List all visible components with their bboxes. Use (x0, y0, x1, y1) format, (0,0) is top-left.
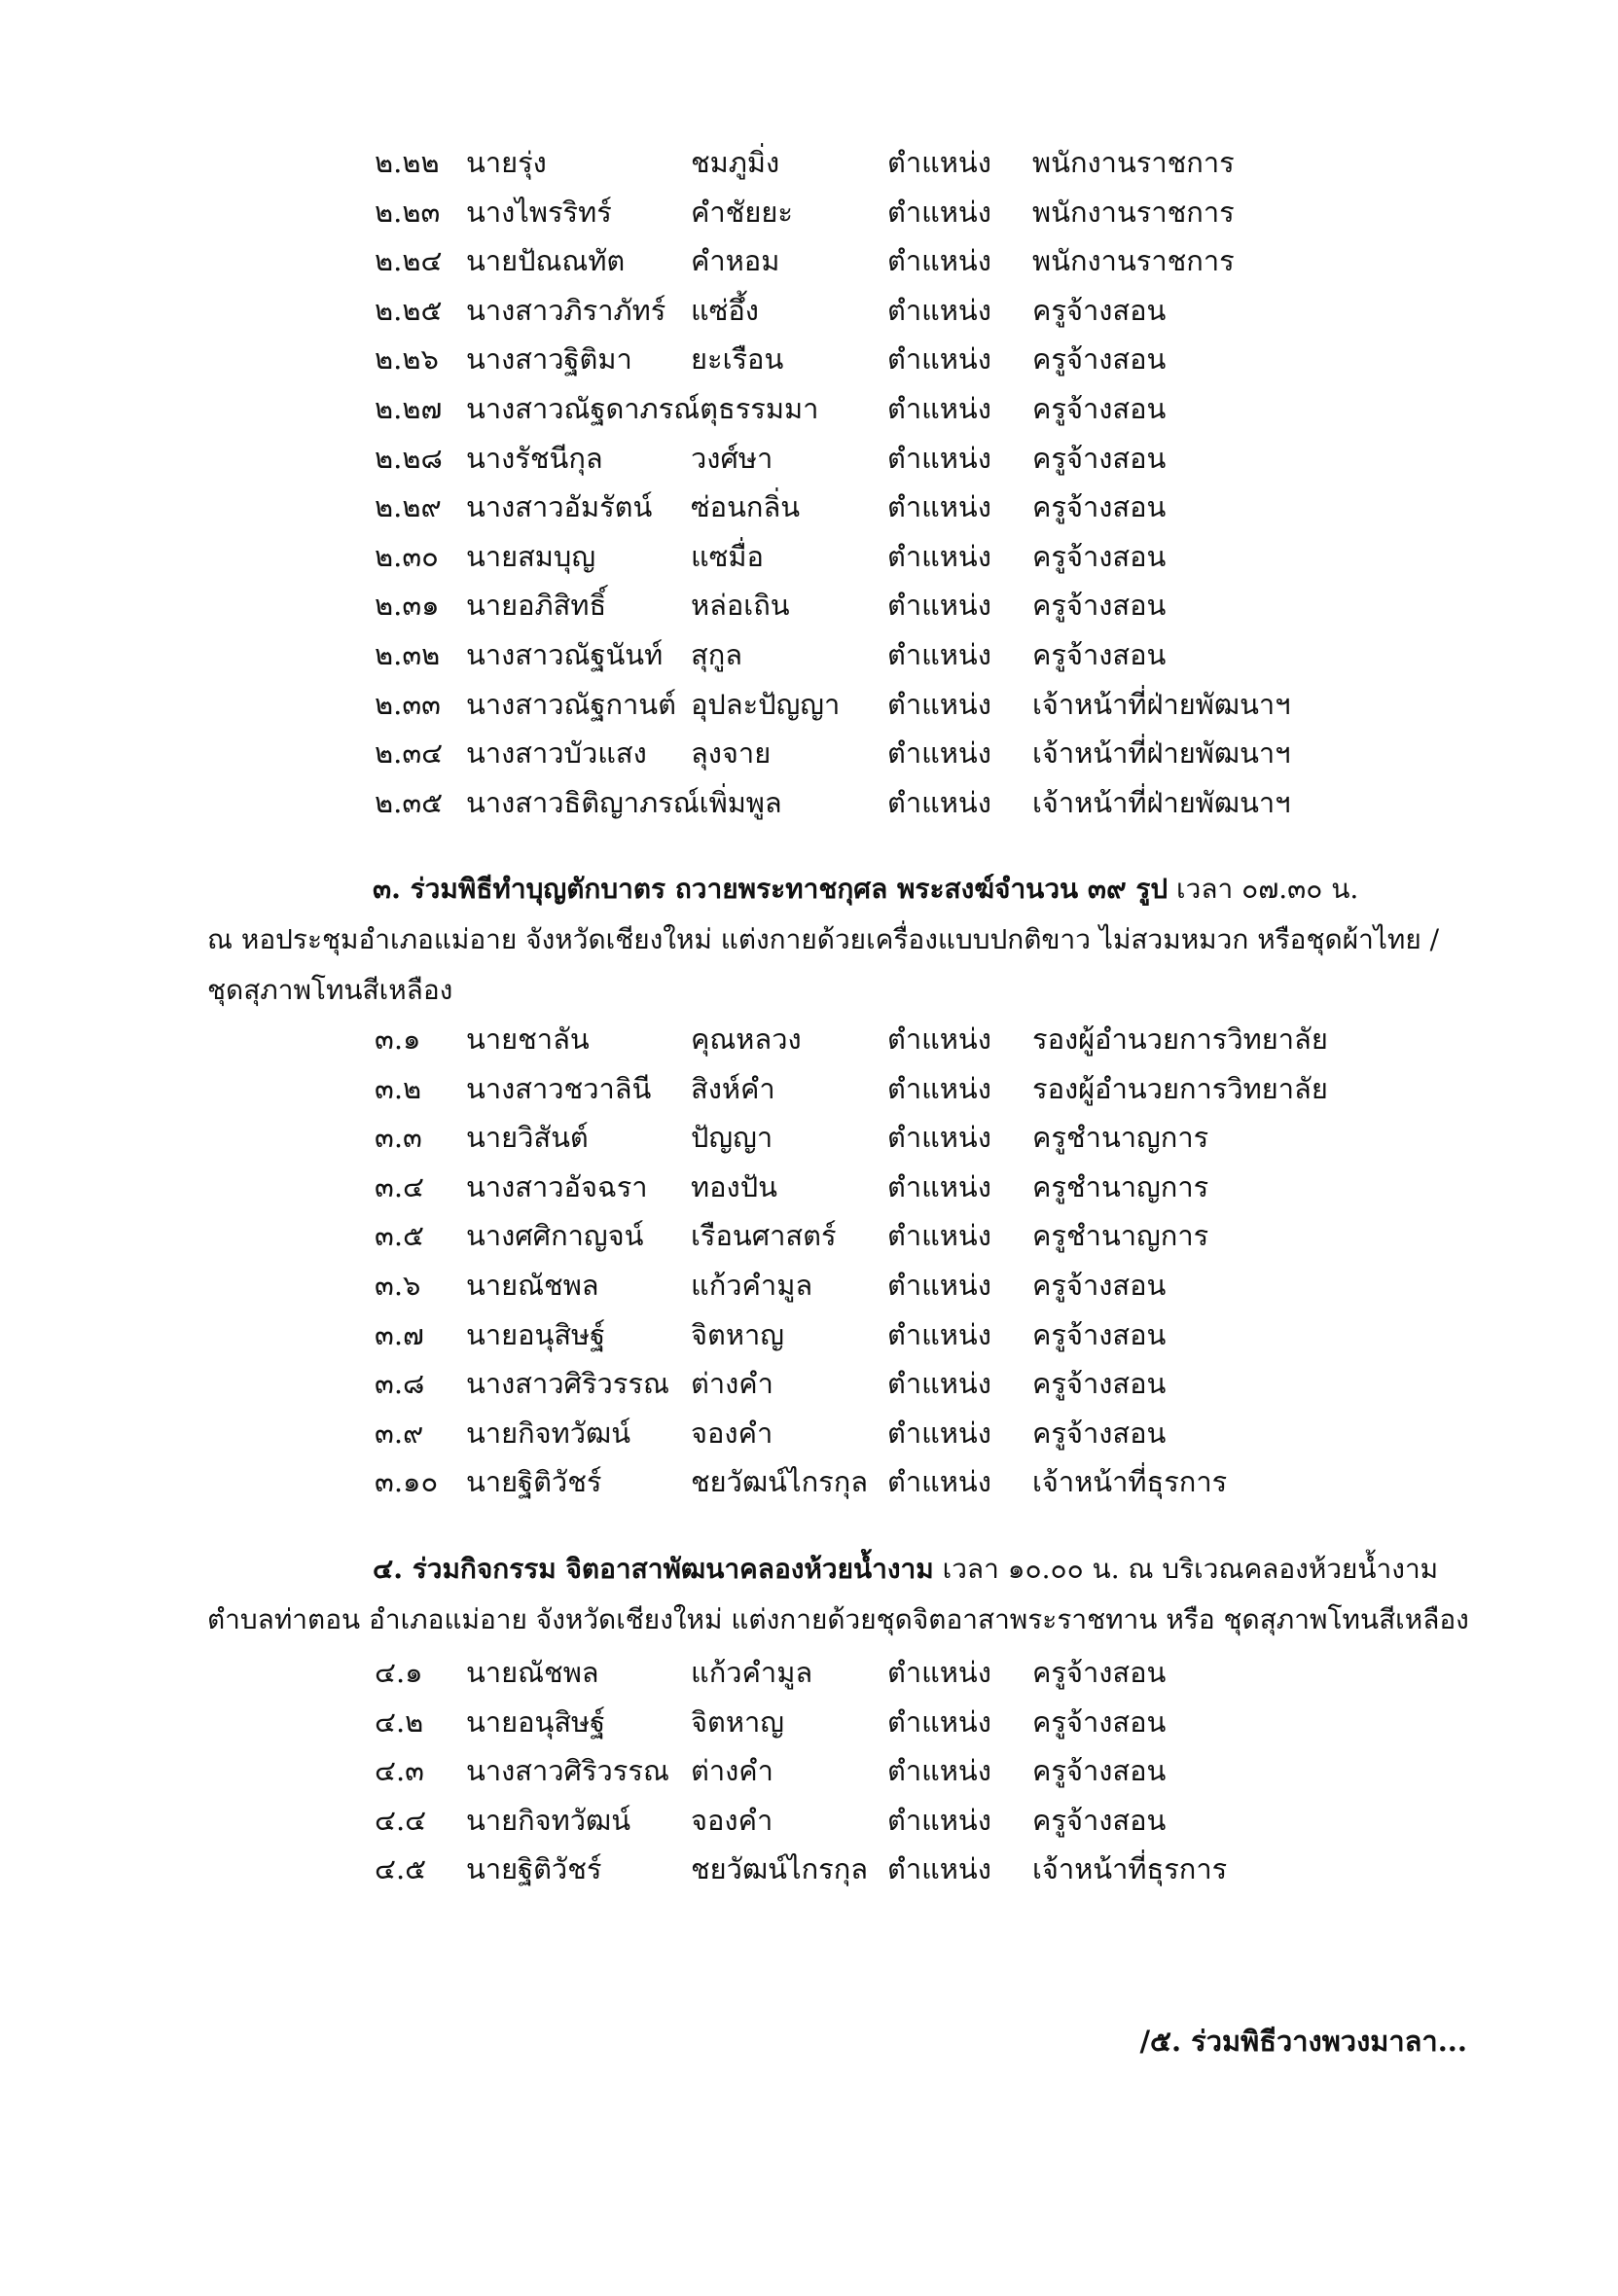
item-number: ๒.๒๖ (375, 342, 439, 377)
item-number: ๔.๕ (375, 1852, 427, 1886)
person-surname: จองคำ (691, 1416, 773, 1450)
person-name: นายณัชพล (466, 1268, 599, 1302)
position-title: เจ้าหน้าที่ฝ่ายพัฒนาฯ (1032, 736, 1291, 771)
item-number: ๔.๓ (375, 1754, 424, 1788)
position-title: ครูจ้างสอน (1032, 1754, 1167, 1788)
person-surname: ยะเรือน (691, 342, 784, 377)
personnel-row (375, 138, 1445, 188)
person-name: นางสาวภิราภัทร์ (466, 293, 666, 327)
person-surname: ชยวัฒน์ไกรกุล (691, 1852, 869, 1886)
person-surname: หล่อเถิน (691, 589, 790, 623)
position-title: เจ้าหน้าที่ธุรการ (1032, 1852, 1228, 1886)
person-name: นางสาวธิติญาภรณ์เพิ่มพูล (466, 785, 782, 819)
position-title: ครูชำนาญการ (1032, 1169, 1209, 1203)
position-title: ครูจ้างสอน (1032, 589, 1167, 623)
item-number: ๒.๓๒ (375, 637, 441, 671)
person-surname: ต่างคำ (691, 1367, 773, 1401)
position-title: เจ้าหน้าที่ฝ่ายพัฒนาฯ (1032, 687, 1291, 721)
person-name: นายรุ่ง (466, 146, 547, 179)
item-number: ๓.๑ (375, 1022, 421, 1056)
person-name: นายฐิติวัชร์ (466, 1465, 602, 1499)
position-label: ตำแหน่ง (887, 1803, 991, 1837)
person-surname: ต่างคำ (691, 1754, 773, 1788)
position-label: ตำแหน่ง (887, 539, 991, 573)
item-number: ๔.๔ (375, 1803, 427, 1837)
item-number: ๓.๔ (375, 1169, 424, 1203)
person-surname: แซมื่อ (691, 539, 764, 573)
section4-time-location: เวลา ๑๐.๐๐ น. ณ บริเวณคลองห้วยน้ำงาม (933, 1553, 1439, 1585)
position-title: เจ้าหน้าที่ธุรการ (1032, 1465, 1228, 1499)
personnel-row (375, 236, 1445, 286)
personnel-row (375, 384, 1445, 434)
position-label: ตำแหน่ง (887, 589, 991, 623)
personnel-row (375, 434, 1445, 484)
person-surname: คำหอม (691, 244, 780, 278)
person-surname: สิงห์คำ (691, 1071, 775, 1105)
section3-time: เวลา ๐๗.๓๐ น. (1168, 873, 1359, 905)
position-label: ตำแหน่ง (887, 1704, 991, 1739)
item-number: ๓.๒ (375, 1071, 422, 1105)
person-name: นางสาวอัจฉรา (466, 1169, 648, 1203)
position-label: ตำแหน่ง (887, 391, 991, 425)
personnel-row (375, 335, 1445, 384)
item-number: ๒.๓๕ (375, 785, 444, 819)
item-number: ๒.๒๘ (375, 441, 443, 475)
position-title: ครูชำนาญการ (1032, 1219, 1209, 1253)
position-title: ครูจ้างสอน (1032, 293, 1167, 327)
item-number: ๒.๓๑ (375, 589, 440, 623)
item-number: ๓.๘ (375, 1367, 425, 1401)
person-surname: เรือนศาสตร์ (691, 1219, 837, 1253)
person-surname: แซ่อึ้ง (691, 293, 759, 327)
personnel-row (375, 1845, 1445, 1894)
section3-dress-line: ชุดสุภาพโทนสีเหลือง (207, 974, 453, 1006)
person-surname: อุปละปัญญา (691, 687, 841, 721)
section3-personnel-list (375, 1015, 1445, 1507)
person-surname: ลุงจาย (691, 736, 772, 771)
position-title: เจ้าหน้าที่ฝ่ายพัฒนาฯ (1032, 785, 1291, 819)
position-title: ครูจ้างสอน (1032, 391, 1167, 425)
person-name: นายวิสันต์ (466, 1121, 589, 1155)
person-surname: แก้วคำมูล (691, 1268, 813, 1302)
person-surname: ชมภูมิ่ง (691, 146, 780, 179)
item-number: ๒.๒๗ (375, 391, 443, 425)
position-title: พนักงานราชการ (1032, 244, 1235, 278)
person-surname: แก้วคำมูล (691, 1656, 813, 1689)
item-number: ๒.๓๐ (375, 539, 439, 573)
personnel-row (375, 483, 1445, 532)
position-label: ตำแหน่ง (887, 1121, 991, 1155)
personnel-row (375, 778, 1445, 828)
personnel-row (375, 1261, 1445, 1310)
position-title: ครูจ้างสอน (1032, 342, 1167, 377)
item-number: ๓.๕ (375, 1219, 424, 1253)
next-page-continuation: /๕. ร่วมพิธีวางพวงมาลา... (1139, 2025, 1467, 2058)
position-title: ครูจ้างสอน (1032, 1656, 1167, 1689)
item-number: ๔.๑ (375, 1656, 423, 1689)
item-number: ๒.๓๓ (375, 687, 441, 721)
person-name: นายอนุสิษฐ์ (466, 1317, 606, 1351)
item-number: ๒.๒๔ (375, 244, 443, 278)
position-label: ตำแหน่ง (887, 1416, 991, 1450)
position-title: ครูจ้างสอน (1032, 539, 1167, 573)
section4-location-line: ตำบลท่าตอน อำเภอแม่อาย จังหวัดเชียงใหม่ แต่งกายด้วยชุดจิตอาสาพระราชทาน หรือ ชุดสุภาพโทนสีเหลือง (207, 1603, 1469, 1635)
position-label: ตำแหน่ง (887, 244, 991, 278)
position-label: ตำแหน่ง (887, 342, 991, 377)
position-label: ตำแหน่ง (887, 1268, 991, 1302)
personnel-row (375, 680, 1445, 730)
person-name: นายกิจทวัฒน์ (466, 1416, 631, 1450)
position-title: ครูจ้างสอน (1032, 441, 1167, 475)
position-label: ตำแหน่ง (887, 1656, 991, 1689)
person-name: นางศศิกาญจน์ (466, 1219, 644, 1253)
position-label: ตำแหน่ง (887, 1169, 991, 1203)
item-number: ๓.๙ (375, 1416, 424, 1450)
position-title: ครูชำนาญการ (1032, 1121, 1209, 1155)
item-number: ๓.๓ (375, 1121, 422, 1155)
position-label: ตำแหน่ง (887, 293, 991, 327)
personnel-row (375, 581, 1445, 630)
personnel-row (375, 1359, 1445, 1409)
personnel-row (375, 1310, 1445, 1360)
position-title: ครูจ้างสอน (1032, 1268, 1167, 1302)
person-surname: จิตหาญ (691, 1317, 784, 1351)
personnel-row (375, 1409, 1445, 1458)
personnel-row (375, 286, 1445, 336)
position-label: ตำแหน่ง (887, 490, 991, 524)
position-title: ครูจ้างสอน (1032, 1704, 1167, 1739)
personnel-row (375, 1648, 1445, 1698)
personnel-row (375, 1457, 1445, 1507)
section3-heading: ๓. ร่วมพิธีทำบุญตักบาตร ถวายพระทาชกุศล พระสงฆ์จำนวน ๓๙ รูป (373, 873, 1169, 905)
person-name: นายณัชพล (466, 1656, 599, 1689)
person-name: นางสาวศิริวรรณ (466, 1754, 669, 1788)
personnel-row (375, 1796, 1445, 1846)
section4-personnel-list (375, 1648, 1445, 1894)
person-name: นางสาวอัมรัตน์ (466, 490, 653, 524)
personnel-row (375, 630, 1445, 680)
person-name: นายกิจทวัฒน์ (466, 1803, 631, 1837)
position-title: ครูจ้างสอน (1032, 1803, 1167, 1837)
position-title: รองผู้อำนวยการวิทยาลัย (1032, 1071, 1328, 1105)
position-label: ตำแหน่ง (887, 195, 991, 229)
position-label: ตำแหน่ง (887, 1071, 991, 1105)
item-number: ๓.๖ (375, 1268, 421, 1302)
position-label: ตำแหน่ง (887, 1465, 991, 1499)
person-name: นายอภิสิทธิ์ (466, 589, 607, 623)
person-name: นายฐิติวัชร์ (466, 1852, 602, 1886)
person-name: นางสาวณัฐดาภรณ์ตุธรรมมา (466, 391, 819, 425)
person-name: นายสมบุญ (466, 539, 596, 573)
position-title: ครูจ้างสอน (1032, 637, 1167, 671)
item-number: ๓.๑๐ (375, 1465, 439, 1499)
person-surname: ซ่อนกลิ่น (691, 490, 801, 524)
position-label: ตำแหน่ง (887, 687, 991, 721)
item-number: ๒.๓๔ (375, 736, 444, 771)
item-number: ๔.๒ (375, 1704, 424, 1739)
personnel-row (375, 188, 1445, 237)
position-label: ตำแหน่ง (887, 441, 991, 475)
section4-heading-line (207, 1544, 1472, 1595)
personnel-row (375, 1163, 1445, 1212)
position-title: ครูจ้างสอน (1032, 1416, 1167, 1450)
person-surname: วงศ์ษา (691, 441, 773, 475)
position-label: ตำแหน่ง (887, 1367, 991, 1401)
position-title: ครูจ้างสอน (1032, 1367, 1167, 1401)
personnel-row (375, 1015, 1445, 1064)
section3-location-line: ณ หอประชุมอำเภอแม่อาย จังหวัดเชียงใหม่ แต่งกายด้วยเครื่องแบบปกติขาว ไม่สวมหมวก หรือชุดผ้าไทย / (207, 923, 1440, 955)
position-label: ตำแหน่ง (887, 1754, 991, 1788)
position-title: พนักงานราชการ (1032, 146, 1235, 179)
person-surname: ปัญญา (691, 1121, 773, 1155)
position-title: รองผู้อำนวยการวิทยาลัย (1032, 1022, 1328, 1056)
person-surname: คุณหลวง (691, 1022, 802, 1056)
position-title: พนักงานราชการ (1032, 195, 1235, 229)
personnel-row (375, 729, 1445, 778)
item-number: ๒.๒๓ (375, 195, 441, 229)
position-label: ตำแหน่ง (887, 146, 991, 179)
person-name: นายอนุสิษฐ์ (466, 1704, 606, 1739)
position-label: ตำแหน่ง (887, 736, 991, 771)
position-label: ตำแหน่ง (887, 637, 991, 671)
personnel-row (375, 1064, 1445, 1114)
person-name: นายชาลัน (466, 1022, 590, 1056)
personnel-row (375, 1211, 1445, 1261)
person-surname: ทองปัน (691, 1169, 777, 1203)
person-surname: จิตหาญ (691, 1704, 784, 1739)
section4-paragraph (207, 1544, 1472, 1645)
position-label: ตำแหน่ง (887, 1022, 991, 1056)
person-name: นายปัณณทัต (466, 244, 626, 278)
section3-paragraph (207, 864, 1472, 1016)
person-name: นางสาวชวาลินี (466, 1071, 652, 1105)
section3-heading-line (207, 864, 1472, 915)
position-label: ตำแหน่ง (887, 785, 991, 819)
person-name: นางสาวณัฐนันท์ (466, 637, 664, 671)
person-surname: จองคำ (691, 1803, 773, 1837)
personnel-row (375, 1698, 1445, 1747)
position-title: ครูจ้างสอน (1032, 490, 1167, 524)
person-name: นางสาวฐิติมา (466, 342, 632, 377)
item-number: ๒.๒๙ (375, 490, 442, 524)
section4-heading: ๔. ร่วมกิจกรรม จิตอาสาพัฒนาคลองห้วยน้ำงาม (373, 1553, 934, 1585)
item-number: ๒.๒๕ (375, 293, 443, 327)
person-name: นางสาวบัวแสง (466, 736, 647, 771)
person-surname: ชยวัฒน์ไกรกุล (691, 1465, 869, 1499)
position-label: ตำแหน่ง (887, 1852, 991, 1886)
person-name: นางรัชนีกุล (466, 441, 603, 475)
position-label: ตำแหน่ง (887, 1219, 991, 1253)
item-number: ๒.๒๒ (375, 146, 440, 179)
person-surname: สุกูล (691, 637, 743, 671)
position-label: ตำแหน่ง (887, 1317, 991, 1351)
person-surname: คำชัยยะ (691, 195, 793, 229)
item-number: ๓.๗ (375, 1317, 424, 1351)
section2-personnel-list (375, 138, 1445, 827)
personnel-row (375, 532, 1445, 582)
person-name: นางไพรริทร์ (466, 195, 612, 229)
personnel-row (375, 1113, 1445, 1163)
personnel-row (375, 1746, 1445, 1796)
person-name: นางสาวณัฐกานต์ (466, 687, 676, 721)
position-title: ครูจ้างสอน (1032, 1317, 1167, 1351)
person-name: นางสาวศิริวรรณ (466, 1367, 669, 1401)
